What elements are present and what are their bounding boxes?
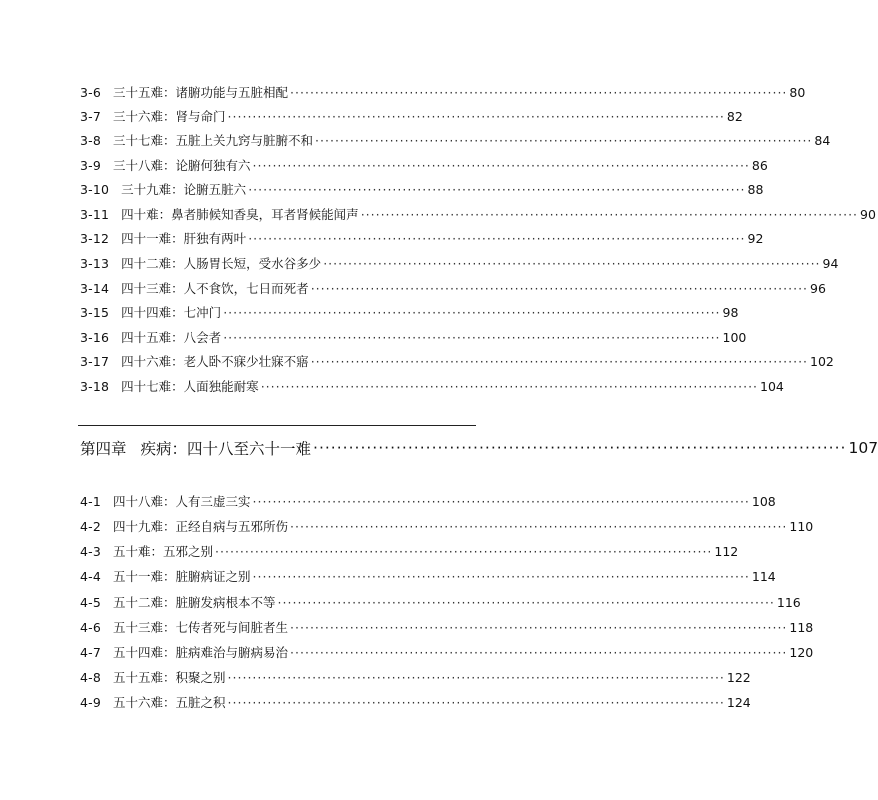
entry-page: 108 <box>751 494 776 509</box>
dot-leader: ···································································································· <box>227 670 725 685</box>
entry-title: 四十三难：人不食饮，七日而死者 <box>121 281 309 296</box>
entry-page: 90 <box>860 207 876 222</box>
toc-entry[interactable] <box>80 130 831 152</box>
toc-entry[interactable] <box>80 278 826 300</box>
toc-entry[interactable] <box>80 617 814 639</box>
toc-entry[interactable] <box>80 302 739 324</box>
toc-entry[interactable] <box>80 179 764 201</box>
dot-leader: ···································································································· <box>248 182 746 197</box>
dot-leader: ···································································································· <box>252 569 750 584</box>
toc-entry[interactable] <box>80 327 747 349</box>
entry-number: 3-13 <box>80 256 110 271</box>
entry-number: 3-10 <box>80 182 110 197</box>
section-divider <box>78 425 476 426</box>
entry-number: 3-12 <box>80 231 110 246</box>
dot-leader: ···································································································· <box>290 85 788 100</box>
entry-title: 四十九难：正经自病与五邪所伤 <box>113 519 289 534</box>
entry-page: 102 <box>810 354 834 369</box>
dot-leader: ···································································································· <box>252 158 750 173</box>
dot-leader: ···································································································· <box>290 645 788 660</box>
entry-number: 3-16 <box>80 330 110 345</box>
entry-title: 四十一难：肝独有两叶 <box>121 231 247 246</box>
dot-leader: ···································································································· <box>248 231 746 246</box>
dot-leader: ···································································································· <box>215 544 713 559</box>
toc-entry[interactable] <box>80 228 764 250</box>
entry-number: 4-6 <box>80 620 102 635</box>
entry-page: 118 <box>789 620 814 635</box>
entry-page: 122 <box>726 670 751 685</box>
chapter-heading[interactable] <box>80 434 878 462</box>
entry-page: 110 <box>789 519 814 534</box>
entry-title: 四十六难：老人卧不寐少壮寐不寤 <box>121 354 309 369</box>
dot-leader: ···································································································· <box>315 133 813 148</box>
entry-page: 116 <box>776 595 801 610</box>
toc-entry[interactable] <box>80 106 743 128</box>
toc-entry[interactable] <box>80 566 776 588</box>
entry-number: 3-14 <box>80 281 110 296</box>
entry-title: 四十七难：人面独能耐寒 <box>121 379 259 394</box>
toc-entry[interactable] <box>80 642 814 664</box>
toc-entry[interactable] <box>80 204 876 226</box>
dot-leader: ···································································································· <box>310 354 809 369</box>
entry-page: 96 <box>810 281 826 296</box>
entry-title: 五十二难：脏腑发病根本不等 <box>113 595 276 610</box>
entry-title: 五十六难：五脏之积 <box>113 695 226 710</box>
entry-title: 四十二难：人肠胃长短，受水谷多少 <box>121 256 322 271</box>
entry-page: 86 <box>751 158 768 173</box>
entry-page: 112 <box>714 544 739 559</box>
entry-page: 88 <box>747 182 764 197</box>
chapter-title: 疾病：四十八至六十一难 <box>140 440 312 458</box>
entry-title: 五十难：五邪之别 <box>113 544 214 559</box>
entry-page: 80 <box>789 85 806 100</box>
entry-title: 四十五难：八会者 <box>121 330 222 345</box>
entry-title: 五十三难：七传者死与间脏者生 <box>113 620 289 635</box>
entry-title: 五十四难：脏病难治与腑病易治 <box>113 645 289 660</box>
entry-number: 4-3 <box>80 544 102 559</box>
entry-number: 3-7 <box>80 109 102 124</box>
entry-number: 4-9 <box>80 695 102 710</box>
entry-page: 104 <box>760 379 784 394</box>
entry-page: 82 <box>726 109 743 124</box>
dot-leader: ···································································································· <box>277 595 775 610</box>
dot-leader: ···································································································· <box>252 494 750 509</box>
entry-number: 3-15 <box>80 305 110 320</box>
dot-leader: ···································································································· <box>360 207 859 222</box>
chapter-page: 107 <box>848 439 878 457</box>
dot-leader: ···································································································· <box>290 519 788 534</box>
dot-leader: ···································································································· <box>290 620 788 635</box>
entry-number: 3-9 <box>80 158 102 173</box>
toc-entry[interactable] <box>80 516 814 538</box>
toc-entry[interactable] <box>80 667 751 689</box>
entry-title: 三十六难：肾与命门 <box>113 109 226 124</box>
dot-leader: ···································································································· <box>260 379 759 394</box>
entry-page: 100 <box>722 330 747 345</box>
entry-number: 4-2 <box>80 519 102 534</box>
toc-entry[interactable] <box>80 592 801 614</box>
dot-leader: ···································································································· <box>310 281 809 296</box>
entry-title: 三十八难：论腑何独有六 <box>113 158 251 173</box>
chapter-label: 第四章 <box>80 440 127 458</box>
dot-leader: ·························································································· <box>313 439 847 457</box>
toc-entry[interactable] <box>80 82 806 104</box>
entry-number: 4-4 <box>80 569 102 584</box>
entry-title: 三十五难：诸腑功能与五脏相配 <box>113 85 289 100</box>
entry-title: 四十八难：人有三虚三实 <box>113 494 251 509</box>
entry-page: 114 <box>751 569 776 584</box>
entry-number: 3-11 <box>80 207 110 222</box>
dot-leader: ···································································································· <box>227 695 725 710</box>
entry-page: 94 <box>822 256 839 271</box>
toc-entry[interactable] <box>80 692 751 714</box>
entry-page: 120 <box>789 645 814 660</box>
entry-title: 四十四难：七冲门 <box>121 305 222 320</box>
entry-number: 3-8 <box>80 133 102 148</box>
entry-page: 98 <box>722 305 739 320</box>
entry-number: 3-17 <box>80 354 110 369</box>
entry-number: 3-18 <box>80 379 110 394</box>
toc-entry[interactable] <box>80 253 839 275</box>
toc-entry[interactable] <box>80 351 834 373</box>
entry-number: 4-8 <box>80 670 102 685</box>
entry-title: 四十难：鼻者肺候知香臭，耳者肾候能闻声 <box>121 207 359 222</box>
toc-entry[interactable] <box>80 376 784 398</box>
entry-number: 3-6 <box>80 85 102 100</box>
toc-entry[interactable] <box>80 491 776 513</box>
entry-page: 84 <box>814 133 831 148</box>
entry-title: 五十五难：积聚之别 <box>113 670 226 685</box>
entry-title: 三十九难：论腑五脏六 <box>121 182 247 197</box>
entry-title: 五十一难：脏腑病证之别 <box>113 569 251 584</box>
entry-number: 4-7 <box>80 645 102 660</box>
dot-leader: ···································································································· <box>223 305 721 320</box>
entry-page: 124 <box>726 695 751 710</box>
entry-number: 4-5 <box>80 595 102 610</box>
toc-entry[interactable] <box>80 155 768 177</box>
entry-number: 4-1 <box>80 494 102 509</box>
entry-title: 三十七难：五脏上关九窍与脏腑不和 <box>113 133 314 148</box>
toc-entry[interactable] <box>80 541 739 563</box>
dot-leader: ···································································································· <box>227 109 725 124</box>
dot-leader: ···································································································· <box>223 330 721 345</box>
dot-leader: ···································································································· <box>323 256 821 271</box>
entry-page: 92 <box>747 231 764 246</box>
